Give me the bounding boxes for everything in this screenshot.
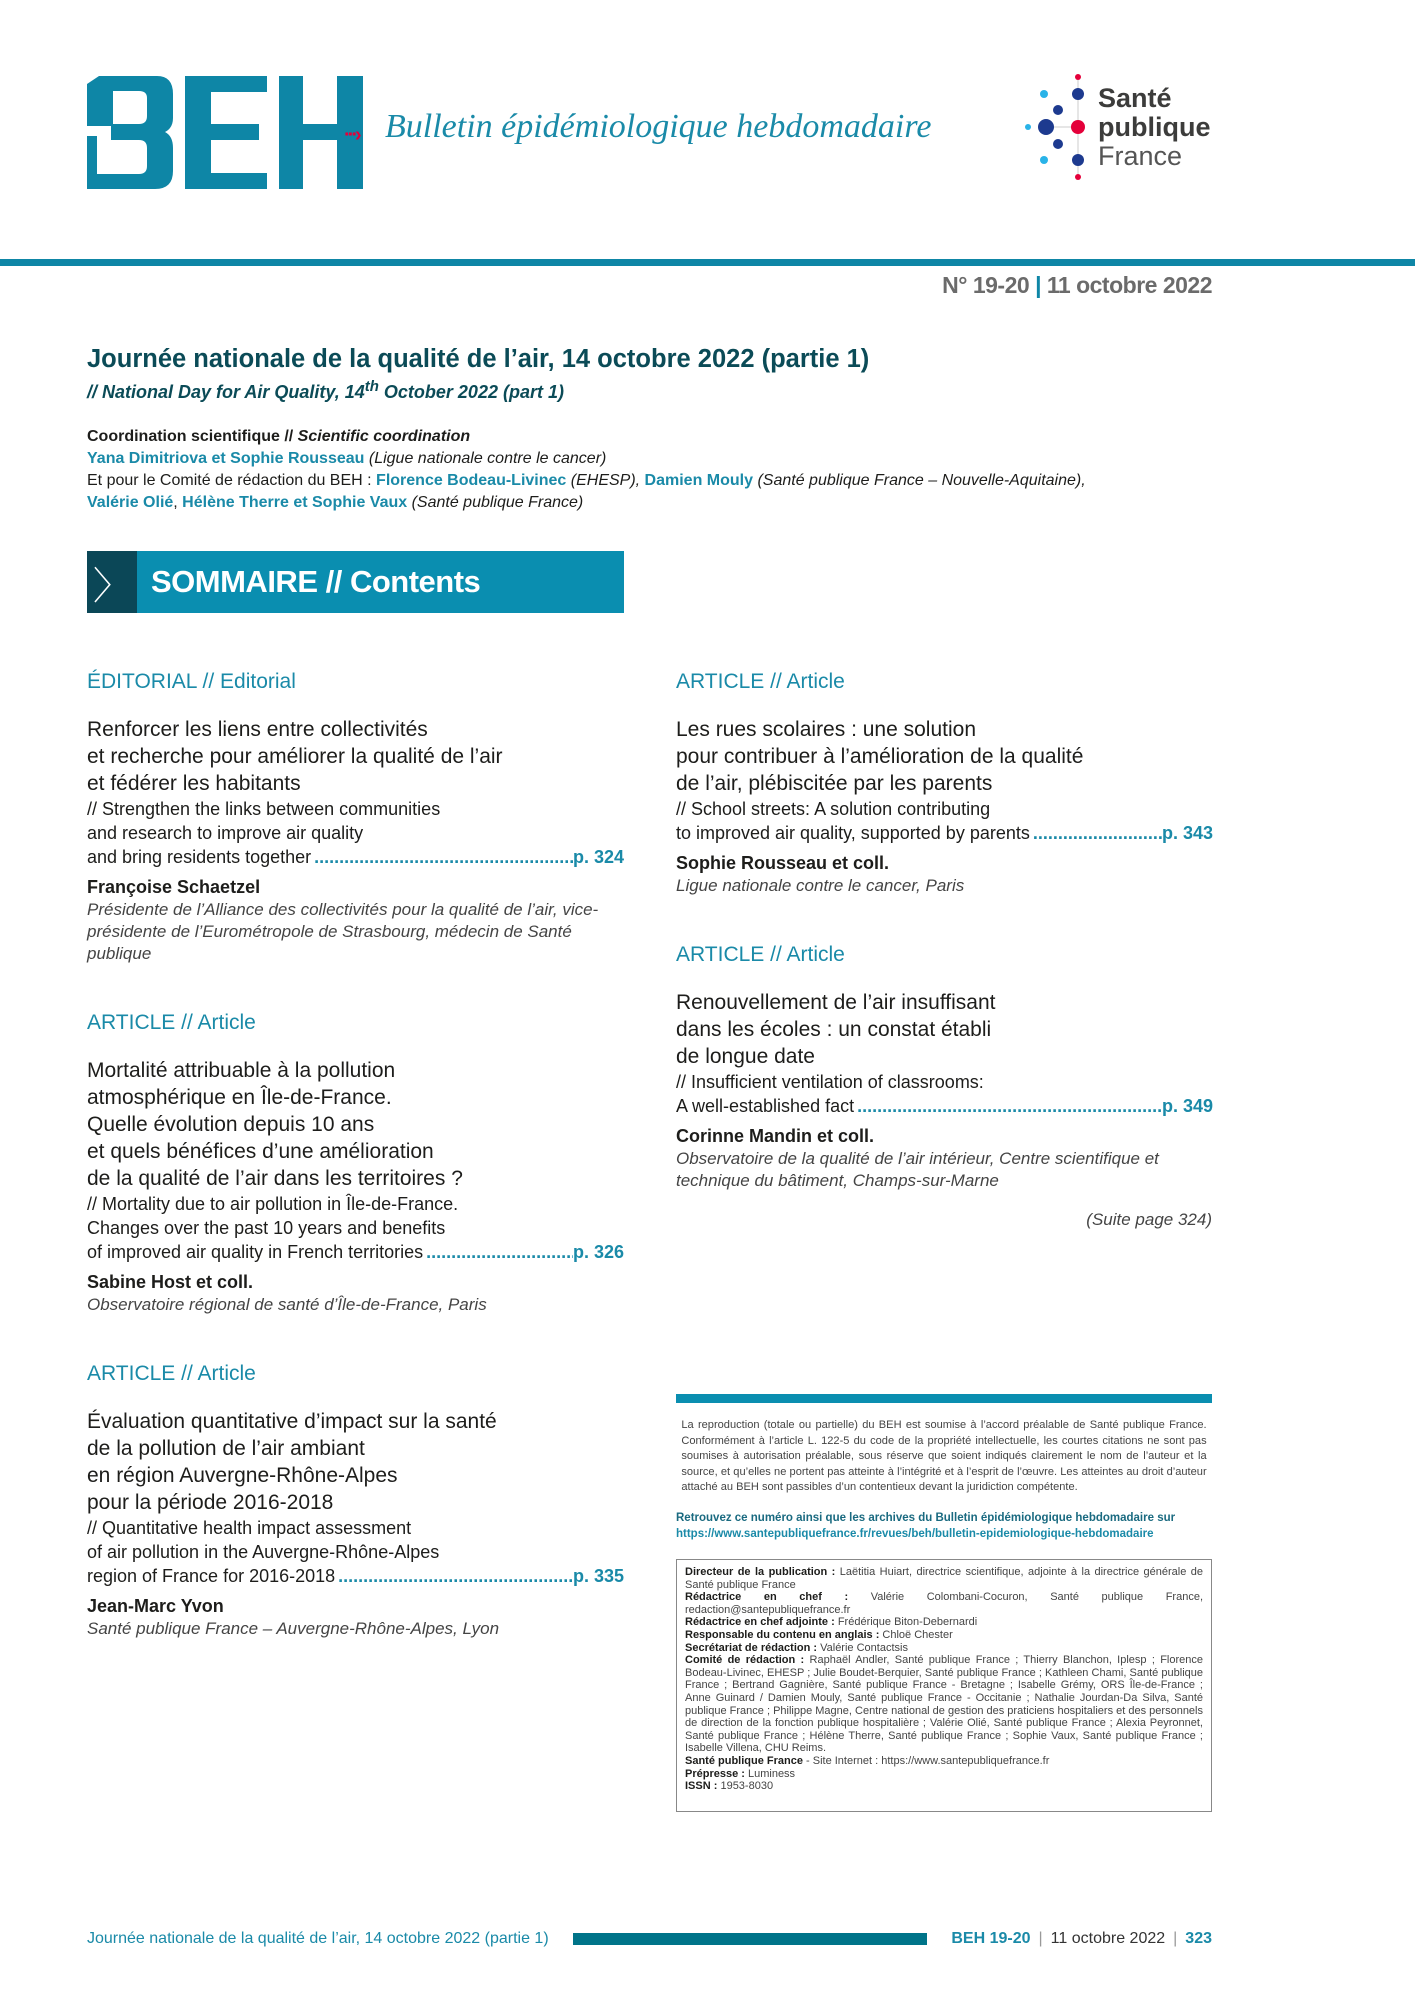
member-affiliation: (Santé publique France – Nouvelle-Aquitaine), <box>753 472 1086 489</box>
author-affiliation: Ligue nationale contre le cancer, Paris <box>676 876 965 895</box>
article-title-fr: de la qualité de l’air dans les territoires ? <box>87 1167 463 1190</box>
credit-line <box>685 1755 1203 1768</box>
logo-word-2: publique <box>1098 112 1211 142</box>
footer-issue: BEH 19-20 <box>951 1930 1031 1947</box>
credit-label: Responsable du contenu en anglais : <box>685 1628 883 1641</box>
article-title-en: // Quantitative health impact assessment <box>87 1518 412 1538</box>
credit-value: Valérie Colombani-Cocuron, Santé publique France, redaction@santepubliquefrance.fr <box>685 1591 1203 1616</box>
article-title-fr: de la pollution de l’air ambiant <box>87 1437 365 1460</box>
credit-value: Raphaël Andler, Santé publique France ; Thierry Blanchon, Iplesp ; Florence Bodeau-Livinec, EHESP ; Julie Boudet-Berquier, Santé publique France ; Kathleen Chami, Santé publique France ; Bertrand Gagnière, Santé publique France - Bretagne ; Isabelle Grémy, ORS Île-de-France ; Anne Guinard / Damien Mouly, Santé publique France - Occitanie ; Nathalie Jourdan-Da Silva, Santé publique France ; Philippe Magne, Centre national de gestion des praticiens hospitaliers et des personnels de direction de la fonction publique hospitalière ; Valérie Olié, Santé publique France ; Alexia Peyronnet, Santé publique France ; Hélène Therre, Santé publique France ; Sophie Vaux, Santé publique France ; Isabelle Villena, CHU Reims. <box>685 1654 1203 1755</box>
article-author: Françoise Schaetzel <box>87 877 261 897</box>
contents-entry[interactable] <box>87 1362 624 1640</box>
article-title-fr: de longue date <box>676 1045 815 1068</box>
page-number-link[interactable]: p. 349 <box>1161 1096 1213 1116</box>
contents-banner <box>87 551 624 613</box>
page-reference[interactable] <box>87 1240 624 1264</box>
credit-line <box>685 1629 1203 1642</box>
issue-info: N° 19-20 | 11 octobre 2022 <box>942 272 1212 298</box>
top-rule <box>0 259 1415 266</box>
article-title-en: to improved air quality, supported by parents <box>676 823 1030 843</box>
logo-word-1: Santé <box>1098 83 1172 113</box>
credit-label: Rédactrice en chef : <box>685 1591 871 1604</box>
credit-label: ISSN : <box>685 1780 721 1793</box>
article-title-fr: Évaluation quantitative d’impact sur la santé <box>87 1410 497 1433</box>
page-reference[interactable] <box>87 1564 624 1588</box>
dots-arrow-icon: ···› <box>344 124 359 146</box>
credit-value: Frédérique Biton-Debernardi <box>837 1616 978 1629</box>
credit-value: - Site Internet : https://www.santepubliquefrance.fr <box>802 1754 1050 1767</box>
credit-label: Secrétariat de rédaction : <box>685 1641 821 1654</box>
page-reference[interactable] <box>676 1094 1213 1118</box>
article-title-en: Changes over the past 10 years and benefits <box>87 1218 446 1238</box>
article-title-en: // Mortality due to air pollution in Île-de-France. <box>87 1194 459 1214</box>
page-number-link[interactable]: p. 343 <box>1161 823 1213 843</box>
continued-note: (Suite page 324) <box>1086 1210 1212 1229</box>
archive-text: Retrouvez ce numéro ainsi que les archives du Bulletin épidémiologique hebdomadaire sur <box>676 1512 1176 1524</box>
section-label: ÉDITORIAL // Editorial <box>87 670 296 693</box>
leader-dots <box>1033 821 1162 845</box>
article-title-fr: et quels bénéfices d’une amélioration <box>87 1140 434 1163</box>
coordinators: Yana Dimitriova et Sophie Rousseau <box>87 450 365 467</box>
article-title-en: // Strengthen the links between communities <box>87 799 441 819</box>
article-title-en: // Insufficient ventilation of classrooms: <box>676 1072 984 1092</box>
contents-entry[interactable] <box>676 943 1213 1192</box>
credit-value: Chloë Chester <box>882 1628 953 1641</box>
article-title-fr: Renforcer les liens entre collectivités <box>87 718 428 741</box>
issue-date: 11 octobre 2022 <box>1046 272 1212 298</box>
reproduction-notice: La reproduction (totale ou partielle) du BEH est soumise à l’accord préalable de Santé publique France. Conformément à l’article L. 122-5 du code de la propriété intellectuelle, les courtes citations ne sont pas soumises à autorisation préalable, sous réserve que soient indiqués clairement le nom de l’auteur et la source, et qu’elles ne portent pas atteinte à l’intégrité et à l’esprit de l’œuvre. Les atteintes au droit d’auteur attaché au BEH sont passibles d’un contentieux devant la juridiction compétente. <box>681 1419 1207 1493</box>
article-title-fr: Les rues scolaires : une solution <box>676 718 976 741</box>
tagline: Bulletin épidémiologique hebdomadaire <box>385 108 932 145</box>
credit-value: Luminess <box>747 1767 796 1780</box>
article-author: Jean-Marc Yvon <box>87 1596 224 1616</box>
contents-right-column <box>676 670 1213 1238</box>
committee-member: Hélène Therre et Sophie Vaux <box>182 494 408 511</box>
author-affiliation: Présidente de l’Alliance des collectivités pour la qualité de l’air, vice-présidente de l’Eurométropole de Strasbourg, médecin de Santé publique <box>87 900 599 963</box>
author-affiliation: Observatoire régional de santé d’Île-de-France, Paris <box>87 1295 487 1314</box>
archive-notice <box>676 1511 1212 1542</box>
author-affiliation: Santé publique France – Auvergne-Rhône-Alpes, Lyon <box>87 1619 500 1638</box>
coord-label: Coordination scientifique // <box>87 428 298 445</box>
article-title-en: of air pollution in the Auvergne-Rhône-Alpes <box>87 1542 440 1562</box>
article-author: Sophie Rousseau et coll. <box>676 853 890 873</box>
article-title-en: region of France for 2016-2018 <box>87 1566 336 1586</box>
page-number-link[interactable]: p. 335 <box>572 1566 624 1586</box>
article-title-fr: atmosphérique en Île-de-France. <box>87 1086 392 1109</box>
logo-word-3: France <box>1098 141 1183 171</box>
sante-publique-france-logo <box>1020 72 1220 182</box>
credit-value: Laëtitia Huiart, directrice scientifique, adjointe à la directrice générale de Santé publique France <box>685 1566 1204 1591</box>
credit-line <box>685 1642 1203 1655</box>
article-title-fr: Mortalité attribuable à la pollution <box>87 1059 396 1082</box>
article-title-en: and bring residents together <box>87 847 312 867</box>
article-title-fr: Quelle évolution depuis 10 ans <box>87 1113 375 1136</box>
credit-label: Rédactrice en chef adjointe : <box>685 1616 838 1629</box>
article-title-fr: pour la période 2016-2018 <box>87 1491 334 1514</box>
footer-bar <box>573 1933 928 1945</box>
issue-number: N° 19-20 <box>942 272 1030 298</box>
page-number-link[interactable]: p. 324 <box>572 847 624 867</box>
leader-dots <box>338 1564 573 1588</box>
section-label: ARTICLE // Article <box>676 943 845 966</box>
committee-member: Florence Bodeau-Livinec <box>376 472 567 489</box>
credit-label: Directeur de la publication : <box>685 1566 840 1578</box>
credit-line <box>685 1566 1203 1591</box>
contents-left-column <box>87 670 624 1686</box>
contents-entry[interactable] <box>87 670 624 965</box>
credit-line <box>685 1654 1203 1755</box>
article-title-en: // School streets: A solution contributing <box>676 799 991 819</box>
coordinators-affiliation: (Ligue nationale contre le cancer) <box>364 450 607 467</box>
credit-line <box>685 1616 1203 1629</box>
credits-box <box>676 1559 1212 1812</box>
leader-dots <box>314 845 573 869</box>
issue-title <box>87 344 869 404</box>
member-affiliation: (Santé publique France) <box>407 494 584 511</box>
coord-label-en: Scientific coordination <box>297 428 471 445</box>
credit-value: 1953-8030 <box>720 1780 774 1793</box>
footer-title: Journée nationale de la qualité de l’air, 14 octobre 2022 (partie 1) <box>87 1930 549 1947</box>
author-affiliation: Observatoire de la qualité de l’air intérieur, Centre scientifique et technique du bâtiment, Champs-sur-Marne <box>676 1149 1159 1190</box>
section-label: ARTICLE // Article <box>676 670 845 693</box>
committee-member: Damien Mouly <box>644 472 754 489</box>
article-title-en: and research to improve air quality <box>87 823 364 843</box>
article-title-fr: et fédérer les habitants <box>87 772 301 795</box>
committee-intro: Et pour le Comité de rédaction du BEH : <box>87 472 377 489</box>
article-title-fr: de l’air, plébiscitée par les parents <box>676 772 993 795</box>
contents-entry[interactable] <box>676 670 1213 897</box>
member-affiliation: (EHESP), <box>566 472 645 489</box>
credit-label: Prépresse : <box>685 1767 748 1780</box>
page-reference[interactable] <box>676 821 1213 845</box>
leader-dots <box>426 1240 573 1264</box>
contents-heading: SOMMAIRE // Contents <box>151 564 481 599</box>
article-title-fr: et recherche pour améliorer la qualité de l’air <box>87 745 503 768</box>
article-title-fr: dans les écoles : un constat établi <box>676 1018 992 1041</box>
legal-rule <box>676 1394 1212 1403</box>
credit-line <box>685 1768 1203 1781</box>
section-label: ARTICLE // Article <box>87 1362 256 1385</box>
article-title-fr: en région Auvergne-Rhône-Alpes <box>87 1464 398 1487</box>
page-number: 323 <box>1185 1930 1212 1947</box>
credit-label: Santé publique France <box>685 1754 803 1767</box>
article-title-en: of improved air quality in French territories <box>87 1242 424 1262</box>
credit-line <box>685 1780 1203 1793</box>
credit-line <box>685 1591 1203 1616</box>
article-title-en: A well-established fact <box>676 1096 855 1116</box>
archive-link[interactable]: https://www.santepubliquefrance.fr/revues/beh/bulletin-epidemiologique-hebdomadaire <box>676 1527 1154 1540</box>
page-reference[interactable] <box>87 845 624 869</box>
footer-date: 11 octobre 2022 <box>1050 1930 1166 1947</box>
separator: , <box>173 494 183 511</box>
leader-dots <box>857 1094 1162 1118</box>
page-footer: Journée nationale de la qualité de l’air, 14 octobre 2022 (partie 1) BEH 19-20 | 11 octobre 2022 | 323 <box>87 1930 1212 1947</box>
article-title-fr: Renouvellement de l’air insuffisant <box>676 991 996 1014</box>
committee-member: Valérie Olié <box>87 494 174 511</box>
section-label: ARTICLE // Article <box>87 1011 256 1034</box>
title-en: // National Day for Air Quality, 14th October 2022 (part 1) <box>87 378 564 402</box>
article-title-fr: pour contribuer à l’amélioration de la qualité <box>676 745 1084 768</box>
coordination <box>87 426 1217 514</box>
credit-label: Comité de rédaction : <box>685 1654 810 1667</box>
contents-entry[interactable] <box>87 1011 624 1316</box>
article-author: Sabine Host et coll. <box>87 1272 254 1292</box>
beh-logo <box>87 76 365 189</box>
credit-value: Valérie Contactsis <box>820 1641 908 1654</box>
article-author: Corinne Mandin et coll. <box>676 1126 875 1146</box>
page-number-link[interactable]: p. 326 <box>572 1242 624 1262</box>
title-fr: Journée nationale de la qualité de l’air, 14 octobre 2022 (partie 1) <box>87 345 870 373</box>
chevron-right-icon: 〉 <box>87 551 137 613</box>
